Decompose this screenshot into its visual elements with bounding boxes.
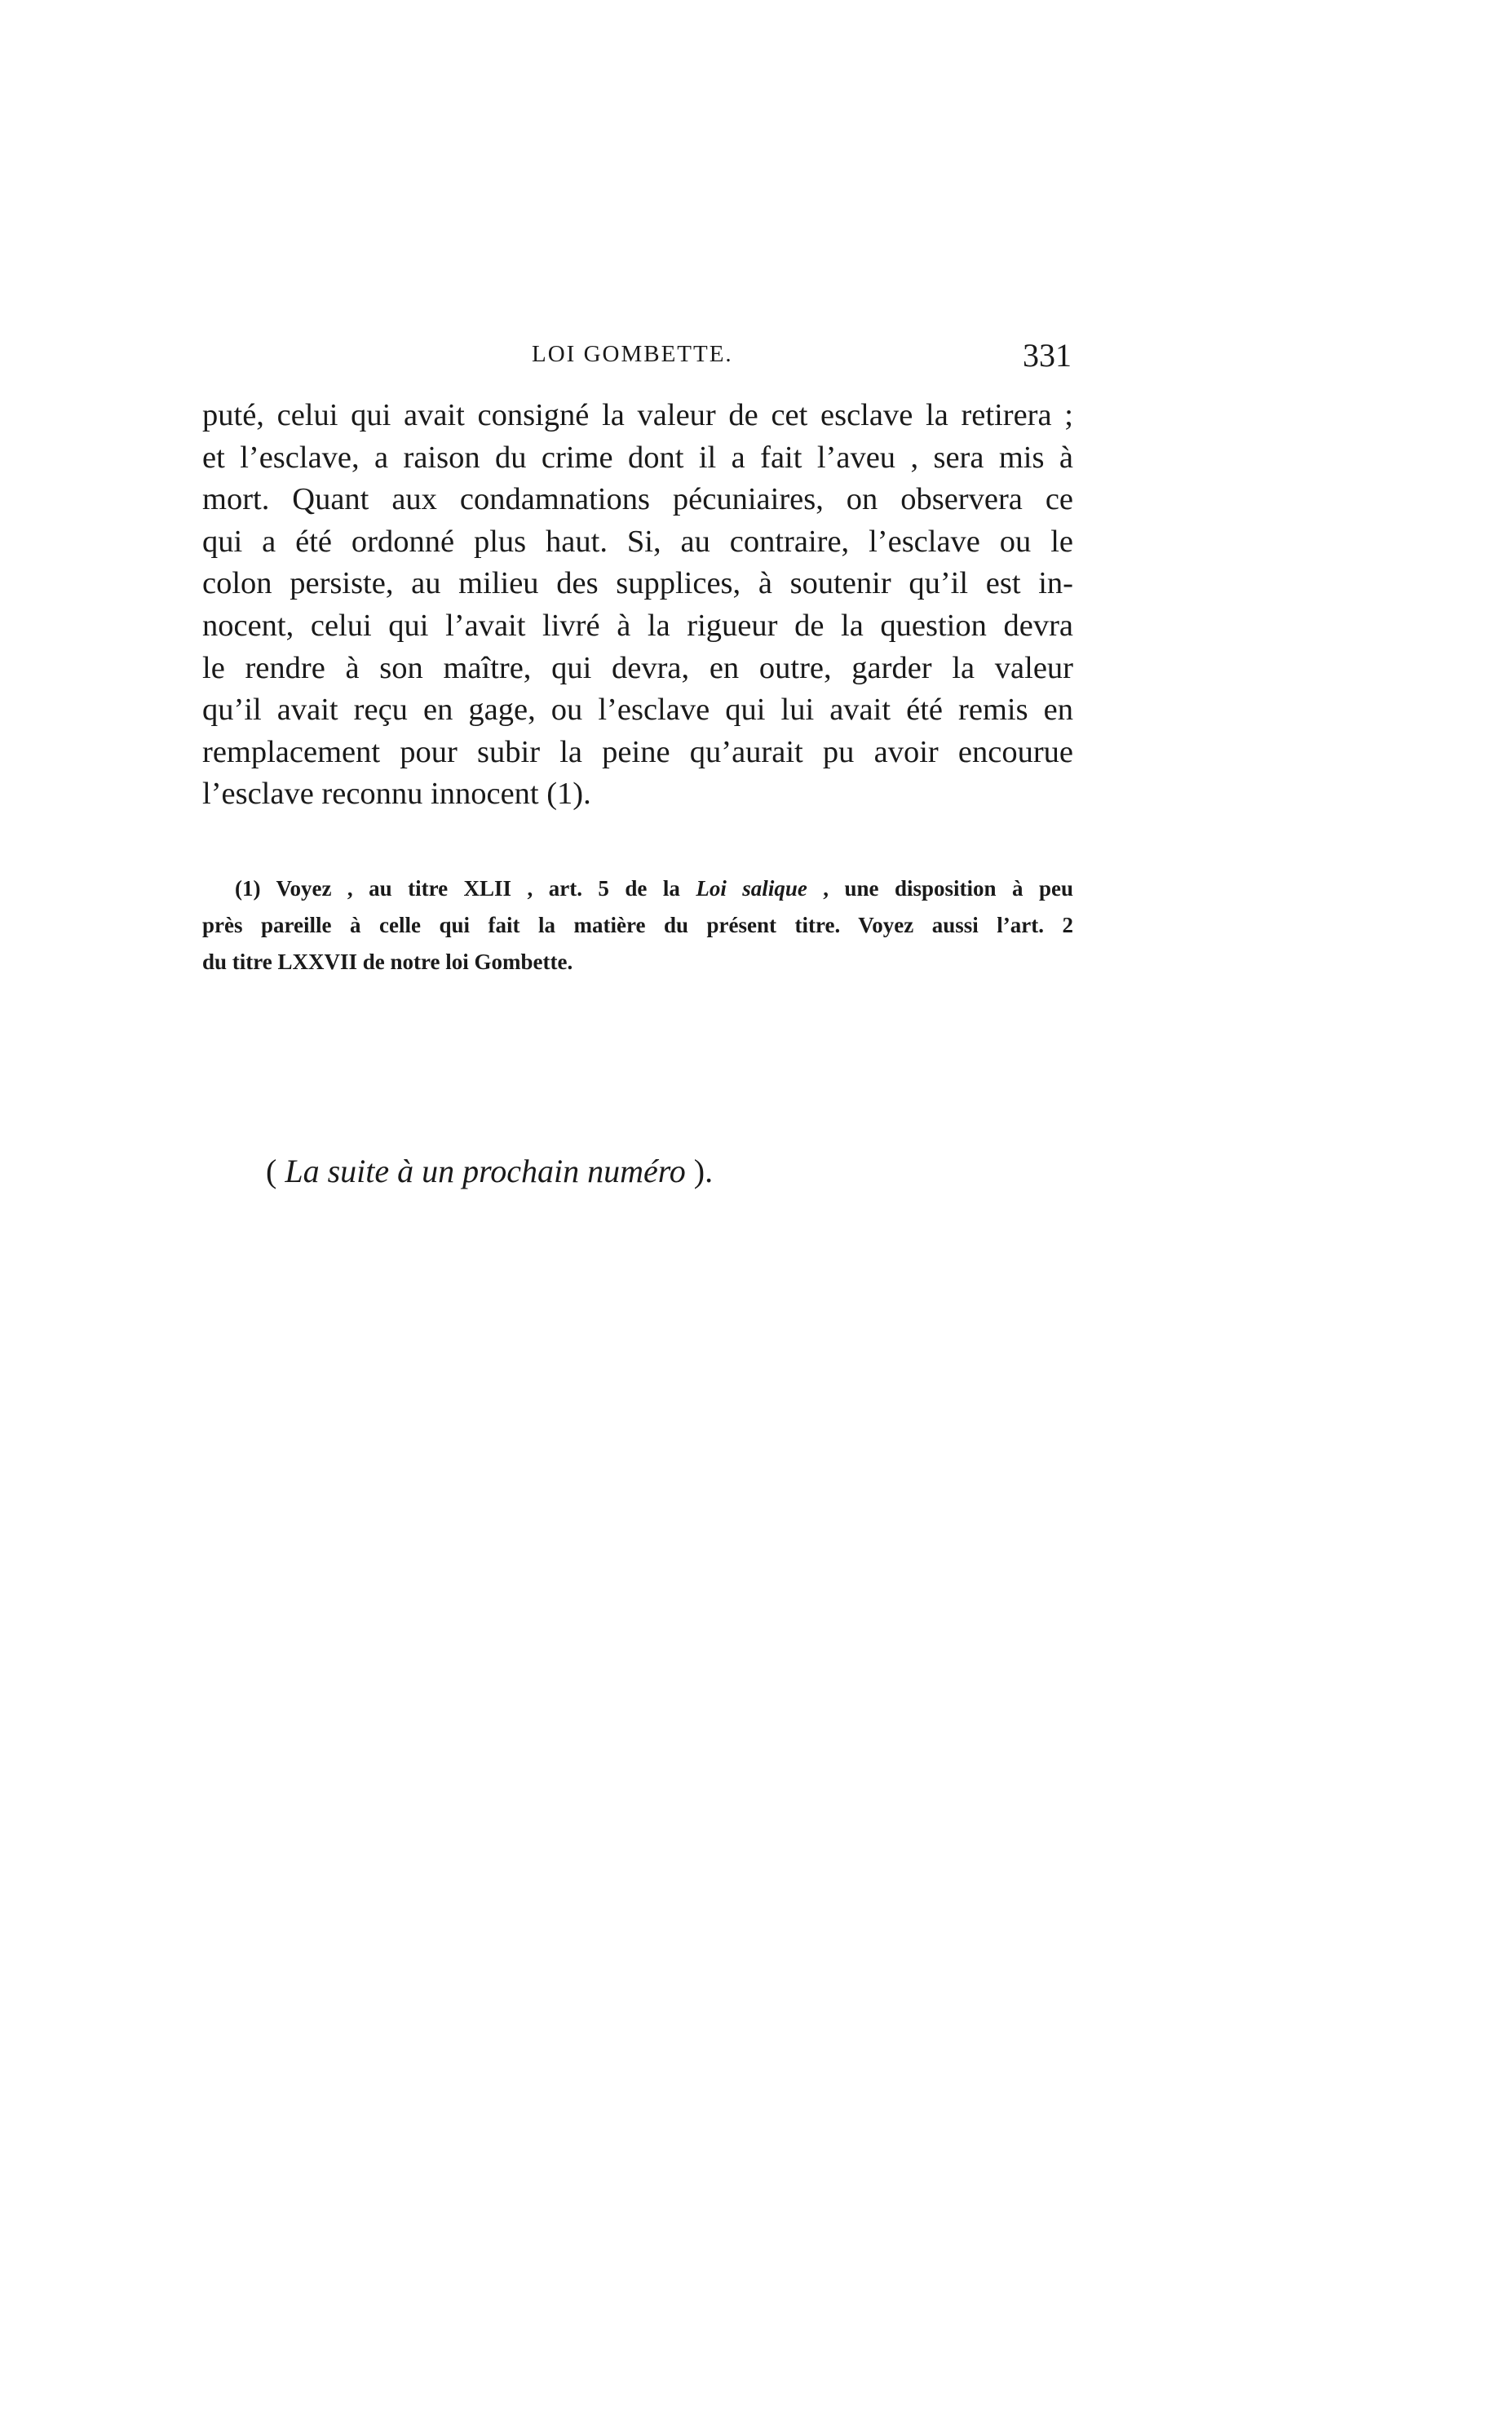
body-line: qui a été ordonné plus haut. Si, au contraire, l’esclave ou le [202, 524, 1073, 559]
continuation-note [266, 1152, 713, 1190]
body-line: remplacement pour subir la peine qu’aurait pu avoir encourue [202, 734, 1073, 769]
footnote-line: près pareille à celle qui fait la matière du présent titre. Voyez aussi l’art. 2 [202, 913, 1073, 937]
body-line: qu’il avait reçu en gage, ou l’esclave qui lui avait été remis en [202, 693, 1073, 728]
footnote [202, 870, 1073, 981]
body-line: puté, celui qui avait consigné la valeur de cet esclave la retirera ; [202, 398, 1073, 432]
body-line: nocent, celui qui l’avait livré à la rigueur de la question devra [202, 608, 1073, 643]
footnote-text: , une disposition à peu [807, 876, 1073, 901]
body-line: colon persiste, au milieu des supplices, à soutenir qu’il est in- [202, 566, 1073, 601]
body-line: l’esclave reconnu innocent (1). [202, 777, 591, 812]
body-line: le rendre à son maître, qui devra, en outre, garder la valeur [202, 650, 1073, 685]
continuation-text: La suite à un prochain numéro [285, 1153, 686, 1189]
page-number: 331 [1023, 337, 1072, 374]
close-paren: ). [685, 1153, 714, 1189]
footnote-line [202, 870, 1073, 907]
running-title: LOI GOMBETTE. [532, 341, 733, 367]
footnote-text: (1) Voyez , au titre XLII , art. 5 de la [235, 876, 696, 901]
body-paragraph [202, 395, 1073, 816]
footnote-line: du titre LXXVII de notre loi Gombette. [202, 950, 573, 974]
open-paren: ( [266, 1153, 285, 1189]
running-head [206, 336, 1072, 385]
footnote-italic-title: Loi salique [696, 876, 807, 901]
body-line: et l’esclave, a raison du crime dont il a fait l’aveu , sera mis à [202, 440, 1073, 475]
body-line: mort. Quant aux condamnations pécuniaires, on observera ce [202, 482, 1073, 517]
